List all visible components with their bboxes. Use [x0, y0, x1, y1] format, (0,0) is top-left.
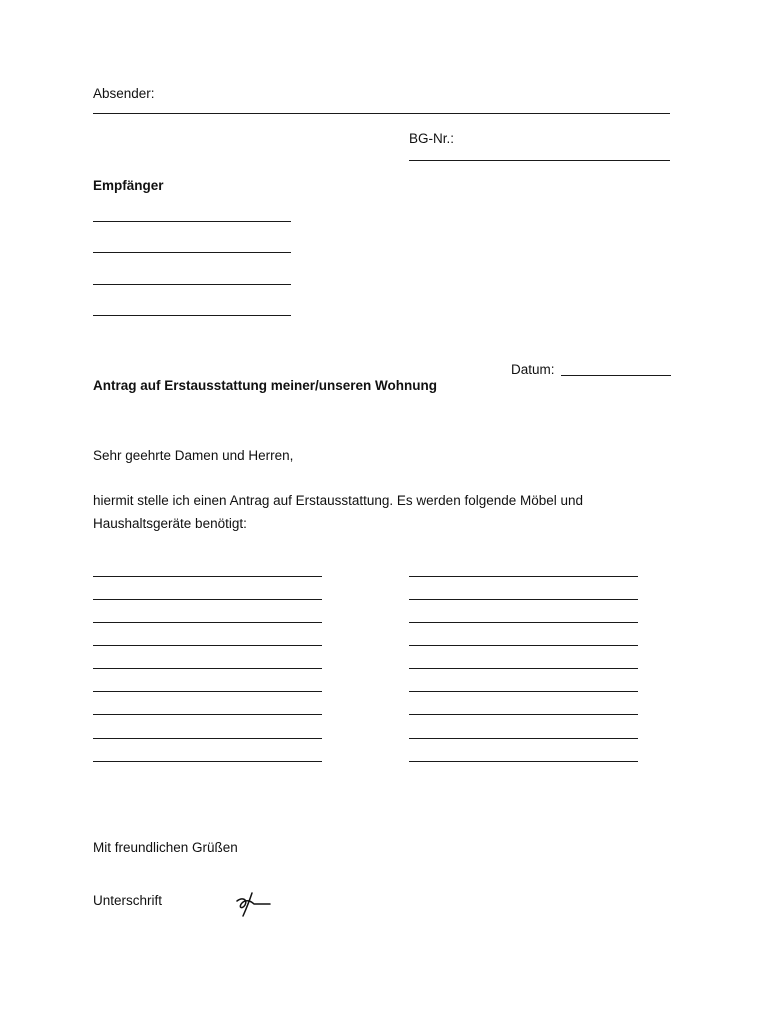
- signature-label: Unterschrift: [93, 893, 163, 908]
- bg-number-line: [409, 160, 670, 161]
- item-line-right: [409, 622, 638, 623]
- item-line-left: [93, 761, 322, 762]
- item-line-left: [93, 738, 322, 739]
- recipient-heading: Empfänger: [93, 178, 164, 193]
- item-line-right: [409, 738, 638, 739]
- sender-label: Absender:: [93, 86, 155, 101]
- body-line-1: hiermit stelle ich einen Antrag auf Erstausstattung. Es werden folgende Möbel und: [93, 493, 584, 508]
- item-line-right: [409, 599, 638, 600]
- salutation: Sehr geehrte Damen und Herren,: [93, 448, 294, 463]
- date-label: Datum:: [511, 362, 555, 377]
- recipient-line: [93, 284, 291, 285]
- item-line-left: [93, 622, 322, 623]
- bg-number-label: BG-Nr.:: [409, 131, 455, 146]
- recipient-line: [93, 221, 291, 222]
- item-line-right: [409, 668, 638, 669]
- item-line-right: [409, 645, 638, 646]
- item-line-right: [409, 576, 638, 577]
- item-line-left: [93, 576, 322, 577]
- sender-line: [93, 113, 670, 114]
- item-line-right: [409, 761, 638, 762]
- item-line-right: [409, 691, 638, 692]
- item-line-left: [93, 645, 322, 646]
- item-line-left: [93, 714, 322, 715]
- subject-heading: Antrag auf Erstausstattung meiner/unseren Wohnung: [93, 378, 438, 393]
- item-line-left: [93, 691, 322, 692]
- item-line-left: [93, 668, 322, 669]
- body-line-2: Haushaltsgeräte benötigt:: [93, 516, 247, 531]
- date-line: [561, 375, 671, 376]
- handwritten-signature: [234, 891, 274, 919]
- item-line-left: [93, 599, 322, 600]
- recipient-line: [93, 315, 291, 316]
- closing: Mit freundlichen Grüßen: [93, 840, 238, 855]
- item-line-right: [409, 714, 638, 715]
- recipient-line: [93, 252, 291, 253]
